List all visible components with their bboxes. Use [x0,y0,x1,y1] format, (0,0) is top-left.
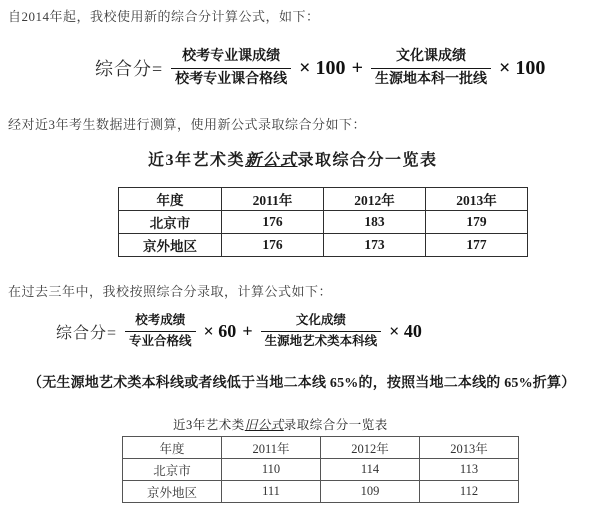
fraction-denominator: 校考专业课合格线 [175,71,288,87]
table-old-scores [122,436,519,503]
formula-new-fraction-1 [171,48,291,88]
table-header-row [119,188,528,211]
fallback-rule-note: （无生源地艺术类本科线或者线低于当地二本线 65%的，按照当地二本线的 65%折算） [28,376,576,391]
value-cell: 111 [222,481,321,503]
formula-old [56,313,422,349]
formula-new-multiplier-1: × 100 [299,56,346,79]
table-old-title-suffix: 录取综合分一览表 [283,418,388,432]
fraction-numerator: 文化课成绩 [371,48,491,69]
formula-old-fraction-2 [261,313,382,349]
header-cell: 年度 [119,188,222,211]
formula-old-plus: + [242,320,253,341]
table-old-title-emphasis: 旧公式 [244,418,284,432]
header-cell: 2013年 [420,437,519,459]
table-row [119,234,528,257]
value-cell: 177 [426,234,528,257]
value-cell: 114 [321,459,420,481]
table-new-title-prefix: 近3年艺术类 [148,152,246,169]
row-label-cell: 北京市 [119,211,222,234]
header-cell: 2011年 [222,437,321,459]
header-cell: 2012年 [321,437,420,459]
table-row [119,211,528,234]
value-cell: 173 [324,234,426,257]
fraction-denominator: 专业合格线 [129,333,192,348]
old-formula-intro-paragraph: 在过去三年中，我校按照综合分录取，计算公式如下： [8,284,333,299]
formula-new-multiplier-2: × 100 [498,56,546,79]
formula-new-plus: + [351,56,363,79]
fraction-denominator: 生源地本科一批线 [374,71,487,87]
table-new-title-suffix: 录取综合分一览表 [297,152,438,169]
value-cell: 176 [222,211,324,234]
header-cell: 2011年 [222,188,324,211]
intro-paragraph: 自2014年起，我校使用新的综合分计算公式，如下： [8,9,320,24]
formula-old-multiplier-1: × 60 [203,320,237,341]
value-cell: 179 [426,211,528,234]
value-cell: 109 [321,481,420,503]
header-cell: 年度 [123,437,222,459]
table-new-scores [118,187,528,257]
new-formula-intro-paragraph: 经对近3年考生数据进行测算，使用新公式录取综合分如下： [8,117,367,132]
value-cell: 113 [420,459,519,481]
fraction-numerator: 文化成绩 [261,313,382,332]
formula-old-multiplier-2: × 40 [389,320,422,341]
formula-old-lhs: 综合分= [56,324,118,342]
formula-old-fraction-1 [125,313,196,349]
fraction-denominator: 生源地艺术类本科线 [264,333,378,348]
formula-new-lhs: 综合分= [95,59,164,79]
value-cell: 183 [324,211,426,234]
row-label-cell: 京外地区 [123,481,222,503]
table-old-title-prefix: 近3年艺术类 [173,418,245,432]
formula-new-fraction-2 [371,48,491,88]
table-header-row [123,437,519,459]
header-cell: 2012年 [324,188,426,211]
table-row [123,459,519,481]
row-label-cell: 北京市 [123,459,222,481]
table-new-title-emphasis: 新公式 [245,152,298,169]
table-new-title [148,147,438,170]
value-cell: 176 [222,234,324,257]
value-cell: 112 [420,481,519,503]
fraction-numerator: 校考专业课成绩 [171,48,291,69]
row-label-cell: 京外地区 [119,234,222,257]
fraction-numerator: 校考成绩 [125,313,196,332]
header-cell: 2013年 [426,188,528,211]
table-old-title [173,415,388,433]
formula-new [95,48,545,88]
table-row [123,481,519,503]
value-cell: 110 [222,459,321,481]
